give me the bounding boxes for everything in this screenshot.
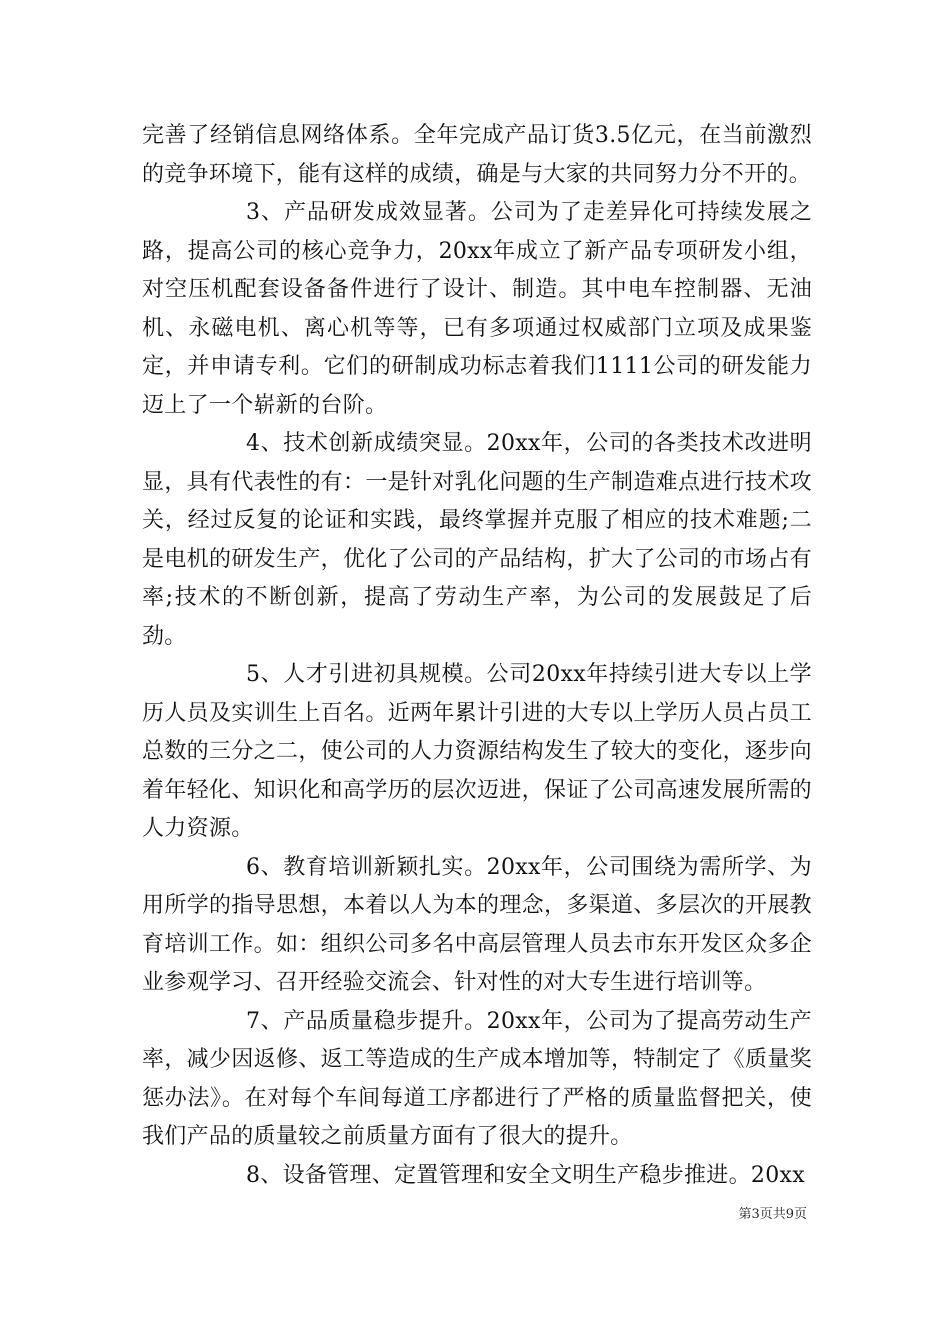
paragraph-5: 6、教育培训新颖扎实。20xx年，公司围绕为需所学、为用所学的指导思想，本着以人为本的理念，多渠道、多层次的开展教育培训工作。如：组织公司多名中高层管理人员去市东开发区众多企业参观学习、召开经验交流会、针对性的对大专生进行培训等。 xyxy=(142,854,812,995)
paragraph-6: 7、产品质量稳步提升。20xx年，公司为了提高劳动生产率，减少因返修、返工等造成的生产成本增加等，特制定了《质量奖惩办法》。在对每个车间每道工序都进行了严格的质量监督把关，使我们产品的质量较之前质量方面有了很大的提升。 xyxy=(142,1008,812,1149)
paragraph-1: 完善了经销信息网络体系。全年完成产品订货3.5亿元，在当前激烈的竞争环境下，能有这样的成绩，确是与大家的共同努力分不开的。 xyxy=(142,123,812,187)
paragraph-2: 3、产品研发成效显著。公司为了走差异化可持续发展之路，提高公司的核心竞争力，20xx年成立了新产品专项研发小组，对空压机配套设备备件进行了设计、制造。其中电车控制器、无油机、永磁电机、离心机等等，已有多项通过权威部门立项及成果鉴定，并申请专利。它们的研制成功标志着我们1111公司的研发能力迈上了一个崭新的台阶。 xyxy=(142,200,812,418)
paragraph-3: 4、技术创新成绩突显。20xx年，公司的各类技术改进明显，具有代表性的有：一是针对乳化问题的生产制造难点进行技术攻关，经过反复的论证和实践，最终掌握并克服了相应的技术难题;二是电机的研发生产，优化了公司的产品结构，扩大了公司的市场占有率;技术的不断创新，提高了劳动生产率，为公司的发展鼓足了后劲。 xyxy=(142,431,812,649)
page-number: 第3页共9页 xyxy=(738,1207,807,1222)
paragraph-4: 5、人才引进初具规模。公司20xx年持续引进大专以上学历人员及实训生上百名。近两年累计引进的大专以上学历人员占员工总数的三分之二，使公司的人力资源结构发生了较大的变化，逐步向着年轻化、知识化和高学历的层次迈进，保证了公司高速发展所需的人力资源。 xyxy=(142,662,812,841)
document-body xyxy=(142,117,812,1195)
paragraph-7: 8、设备管理、定置管理和安全文明生产稳步推进。20xx xyxy=(246,1162,805,1188)
